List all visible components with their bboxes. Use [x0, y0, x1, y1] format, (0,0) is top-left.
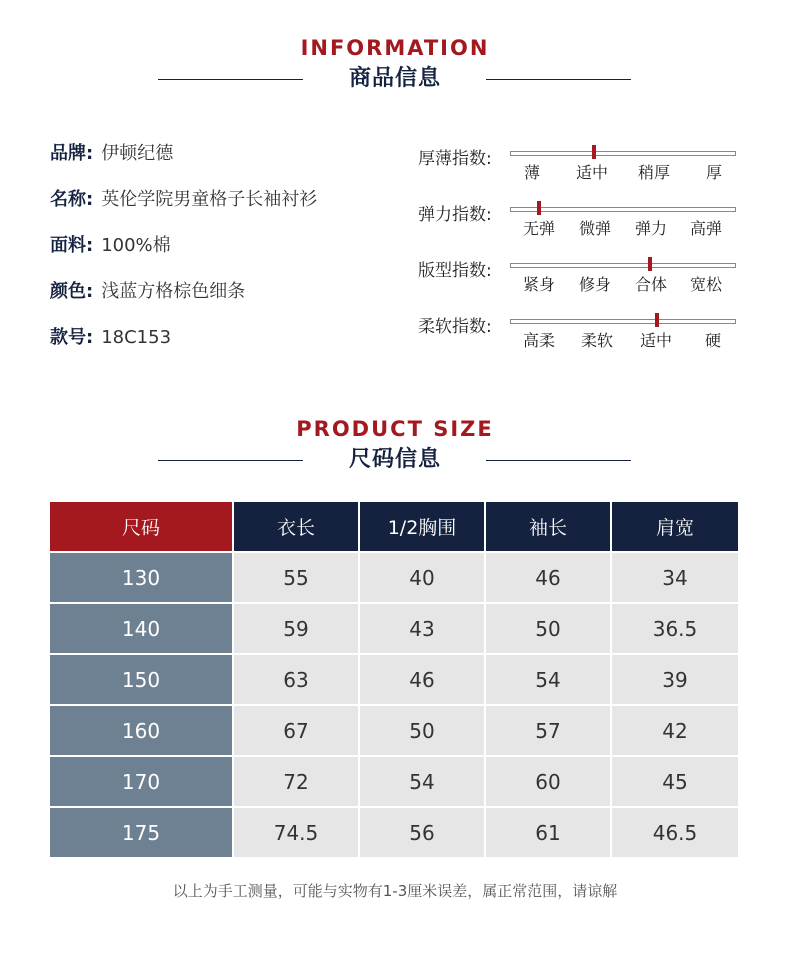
- info-section-header: [0, 36, 790, 96]
- size-cell: 140: [50, 602, 234, 653]
- table-cell: 40: [360, 551, 486, 602]
- table-row: [50, 704, 738, 755]
- size-cell: 170: [50, 755, 234, 806]
- table-row: [50, 806, 738, 857]
- measurement-footnote: 以上为手工测量，可能与实物有1-3厘米误差，属正常范围，请谅解: [172, 882, 618, 900]
- table-row: [50, 653, 738, 704]
- table-cell: 46: [486, 551, 612, 602]
- table-cell: 42: [612, 704, 738, 755]
- info-cn-title: 商品信息: [348, 66, 441, 91]
- header-sleeve: 袖长: [486, 502, 612, 551]
- scale-option: 柔软: [580, 331, 614, 350]
- table-cell: 54: [360, 755, 486, 806]
- scale-option: 无弹: [522, 219, 556, 238]
- table-cell: 59: [234, 602, 360, 653]
- info-value: 浅蓝方格棕色细条: [101, 281, 246, 302]
- fit-scale: [418, 252, 748, 308]
- table-cell: 50: [360, 704, 486, 755]
- table-cell: 57: [486, 704, 612, 755]
- scale-marker: [537, 201, 541, 215]
- scale-option: 高弹: [689, 219, 723, 238]
- info-row-name: [50, 186, 317, 232]
- table-row: [50, 551, 738, 602]
- table-cell: 55: [234, 551, 360, 602]
- header-length: 衣长: [234, 502, 360, 551]
- header-shoulder: 肩宽: [612, 502, 738, 551]
- size-en-title: PRODUCT SIZE: [296, 417, 494, 441]
- scale-bar: [510, 207, 736, 212]
- product-info-list: [50, 140, 317, 370]
- scale-label: 柔软指数:: [418, 317, 492, 337]
- table-cell: 54: [486, 653, 612, 704]
- scale-option: 高柔: [522, 331, 556, 350]
- table-cell: 39: [612, 653, 738, 704]
- info-value: 100%棉: [101, 235, 171, 256]
- scale-label: 版型指数:: [418, 261, 492, 281]
- table-cell: 74.5: [234, 806, 360, 857]
- info-value: 英伦学院男童格子长袖衬衫: [101, 189, 318, 210]
- info-key: 名称:: [50, 189, 94, 210]
- size-cell: 175: [50, 806, 234, 857]
- table-cell: 46.5: [612, 806, 738, 857]
- table-cell: 72: [234, 755, 360, 806]
- scale-bar: [510, 263, 736, 268]
- table-cell: 50: [486, 602, 612, 653]
- info-key: 款号:: [50, 327, 94, 348]
- info-key: 面料:: [50, 235, 94, 256]
- size-cell: 130: [50, 551, 234, 602]
- size-cell: 150: [50, 653, 234, 704]
- scale-label: 弹力指数:: [418, 205, 492, 225]
- scale-marker: [592, 145, 596, 159]
- scale-marker: [648, 257, 652, 271]
- scale-option: 弹力: [634, 219, 668, 238]
- thickness-scale: [418, 140, 748, 196]
- header-size: 尺码: [50, 502, 234, 551]
- scale-option: 修身: [578, 275, 612, 294]
- scale-option: 合体: [634, 275, 668, 294]
- table-header-row: [50, 502, 738, 551]
- info-row-brand: [50, 140, 317, 186]
- info-row-fabric: [50, 232, 317, 278]
- scale-option: 适中: [575, 163, 609, 182]
- scale-option: 适中: [639, 331, 673, 350]
- divider-right: [486, 460, 631, 461]
- header-half-chest: 1/2胸围: [360, 502, 486, 551]
- table-cell: 34: [612, 551, 738, 602]
- divider-right: [486, 79, 631, 80]
- info-en-title: INFORMATION: [300, 36, 490, 60]
- scale-marker: [655, 313, 659, 327]
- info-value: 伊顿纪德: [101, 143, 174, 164]
- table-row: [50, 755, 738, 806]
- table-cell: 63: [234, 653, 360, 704]
- scale-label: 厚薄指数:: [418, 149, 492, 169]
- scale-bar: [510, 151, 736, 156]
- table-row: [50, 602, 738, 653]
- table-cell: 36.5: [612, 602, 738, 653]
- info-key: 品牌:: [50, 143, 94, 164]
- scale-option: 硬: [704, 331, 722, 350]
- table-cell: 61: [486, 806, 612, 857]
- scale-option: 厚: [705, 163, 723, 182]
- scale-option: 稍厚: [637, 163, 671, 182]
- divider-left: [158, 79, 303, 80]
- scale-bar: [510, 319, 736, 324]
- scale-option: 宽松: [689, 275, 723, 294]
- info-row-style-number: [50, 324, 317, 370]
- scale-option: 紧身: [522, 275, 556, 294]
- scale-option: 微弹: [578, 219, 612, 238]
- softness-scale: [418, 308, 748, 364]
- table-cell: 46: [360, 653, 486, 704]
- table-cell: 67: [234, 704, 360, 755]
- elasticity-scale: [418, 196, 748, 252]
- fabric-index-scales: [418, 140, 748, 364]
- table-cell: 45: [612, 755, 738, 806]
- table-cell: 60: [486, 755, 612, 806]
- info-key: 颜色:: [50, 281, 94, 302]
- table-cell: 43: [360, 602, 486, 653]
- size-table: [50, 502, 738, 857]
- size-cn-title: 尺码信息: [348, 447, 441, 472]
- divider-left: [158, 460, 303, 461]
- scale-option: 薄: [523, 163, 541, 182]
- info-value: 18C153: [101, 327, 172, 348]
- table-cell: 56: [360, 806, 486, 857]
- size-section-header: [0, 417, 790, 477]
- info-row-color: [50, 278, 317, 324]
- size-cell: 160: [50, 704, 234, 755]
